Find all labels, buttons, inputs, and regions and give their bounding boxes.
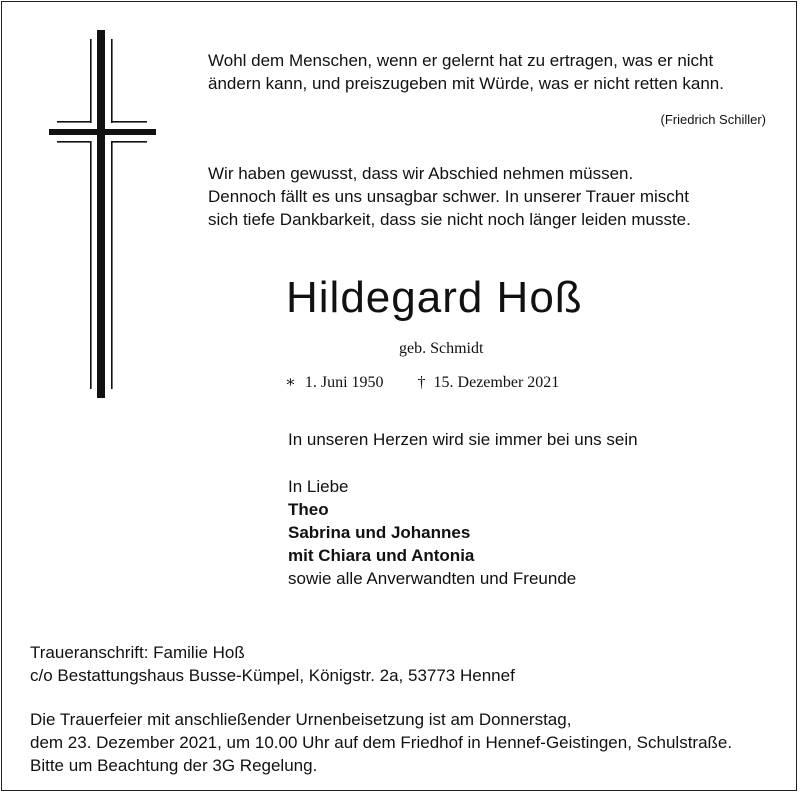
intro-text bbox=[208, 162, 691, 231]
deceased-name: Hildegard Hoß bbox=[286, 273, 583, 322]
family-intro: In Liebe bbox=[288, 477, 349, 496]
death-symbol: † bbox=[417, 374, 426, 391]
quote-author: (Friedrich Schiller) bbox=[660, 112, 766, 127]
intro-line: Dennoch fällt es uns unsagbar schwer. In unserer Trauer mischt bbox=[208, 187, 689, 206]
schiller-quote bbox=[208, 49, 768, 95]
ceremony-line: Bitte um Beachtung der 3G Regelung. bbox=[30, 756, 318, 775]
cross-vertical-beam bbox=[97, 30, 105, 398]
intro-line: sich tiefe Dankbarkeit, dass sie nicht noch länger leiden musste. bbox=[208, 210, 691, 229]
cross-outline-left-bottom bbox=[57, 141, 91, 143]
address-line: Traueranschrift: Familie Hoß bbox=[30, 643, 245, 662]
cross-outline-bottom-right bbox=[111, 141, 113, 389]
family-name: Sabrina und Johannes bbox=[288, 523, 471, 542]
family-signature bbox=[288, 475, 576, 590]
quote-line: ändern kann, und preiszugeben mit Würde, was er nicht retten kann. bbox=[208, 74, 724, 93]
family-name: Theo bbox=[288, 500, 329, 519]
family-outro: sowie alle Anverwandten und Freunde bbox=[288, 569, 577, 588]
address-line: c/o Bestattungshaus Busse-Kümpel, Königstr. 2a, 53773 Hennef bbox=[30, 666, 515, 685]
birth-name: geb. Schmidt bbox=[399, 340, 484, 357]
cross-outline-left-top bbox=[57, 121, 91, 123]
heart-line: In unseren Herzen wird sie immer bei uns sein bbox=[288, 430, 638, 449]
family-name: mit Chiara und Antonia bbox=[288, 546, 475, 565]
cross-outline-bottom-left bbox=[90, 141, 92, 389]
quote-line: Wohl dem Menschen, wenn er gelernt hat zu ertragen, was er nicht bbox=[208, 51, 714, 70]
intro-line: Wir haben gewusst, dass wir Abschied nehmen müssen. bbox=[208, 164, 634, 183]
life-dates bbox=[285, 372, 559, 392]
ceremony-info bbox=[30, 708, 732, 777]
birth-date: 1. Juni 1950 bbox=[304, 374, 384, 391]
birth-symbol: ∗ bbox=[285, 374, 296, 391]
cross-horizontal-beam bbox=[49, 129, 156, 135]
cross-outline-right-bottom bbox=[111, 141, 147, 143]
death-date: 15. Dezember 2021 bbox=[433, 374, 560, 391]
cross-outline-top-left bbox=[90, 39, 92, 123]
ceremony-line: Die Trauerfeier mit anschließender Urnenbeisetzung ist am Donnerstag, bbox=[30, 710, 572, 729]
cross-outline-right-top bbox=[111, 121, 147, 123]
cross-outline-top-right bbox=[111, 39, 113, 123]
mourning-address bbox=[30, 641, 515, 687]
ceremony-line: dem 23. Dezember 2021, um 10.00 Uhr auf dem Friedhof in Hennef-Geistingen, Schulstraße. bbox=[30, 733, 733, 752]
